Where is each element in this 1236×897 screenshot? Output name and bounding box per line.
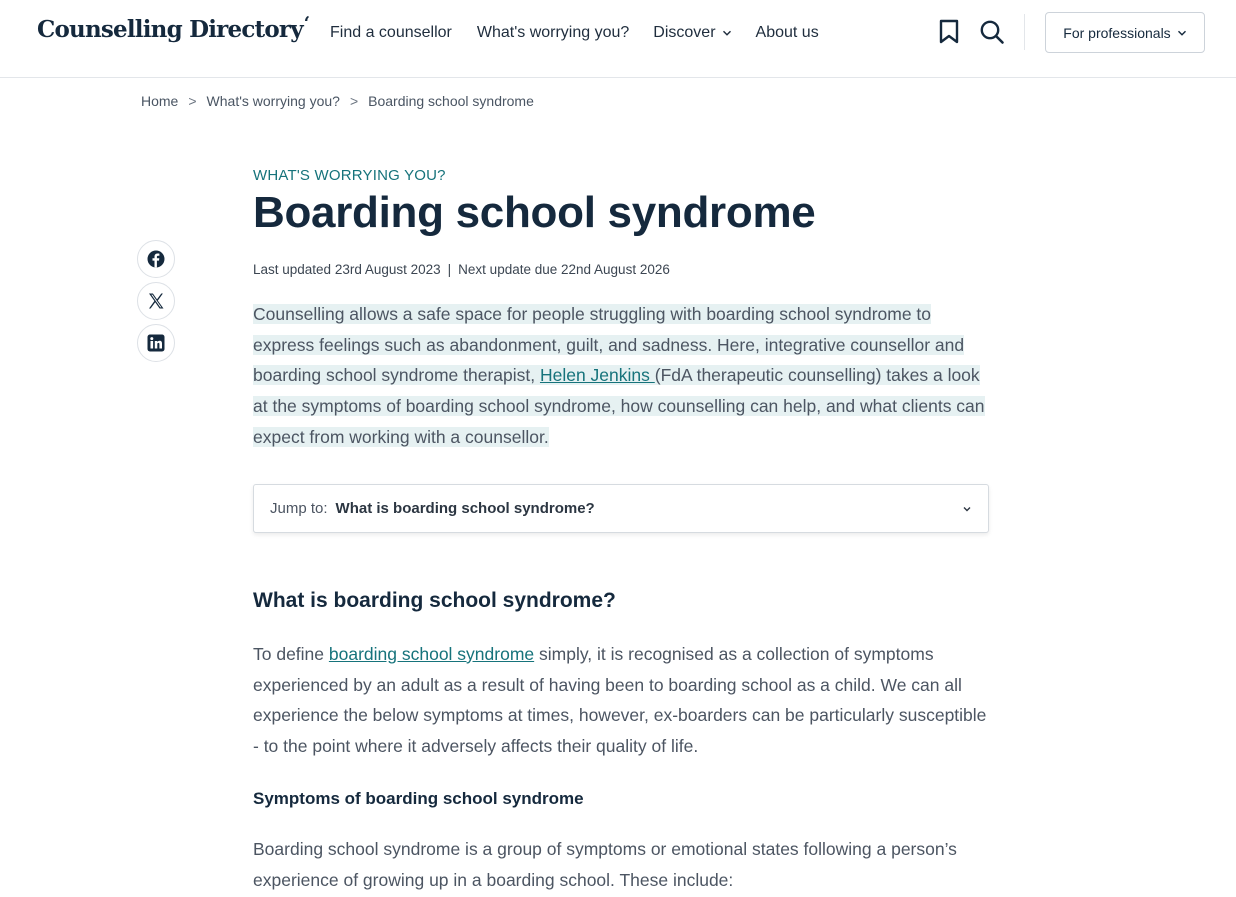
article-intro	[253, 299, 993, 453]
breadcrumb-separator: >	[188, 93, 197, 109]
intro-text-end: (FdA therapeutic counselling) takes a look at the symptoms of boarding school syndrome, how counselling can help, and what clients can expect from working with a counsellor.	[253, 365, 985, 447]
share-facebook-button[interactable]	[137, 240, 175, 278]
jump-to-label: Jump to:	[270, 500, 328, 517]
site-logo[interactable]: Counselling Directory$^ʻ$	[37, 13, 310, 43]
linkedin-icon	[147, 334, 165, 352]
jump-to-value: What is boarding school syndrome?	[335, 500, 595, 517]
breadcrumb-separator: >	[349, 93, 359, 109]
article-meta	[253, 262, 670, 277]
chevron-down-icon	[962, 504, 972, 514]
next-update: Next update due 22nd August 2026	[458, 262, 670, 277]
chevron-down-icon	[1177, 28, 1187, 38]
author-link[interactable]: Helen Jenkins	[539, 365, 655, 386]
breadcrumb-home[interactable]: Home	[141, 93, 179, 109]
nav-discover-label: Discover	[653, 24, 716, 41]
nav-discover[interactable]	[653, 24, 731, 42]
sub-heading: Symptoms of boarding school syndrome	[253, 789, 584, 808]
breadcrumb-whats-worrying-you[interactable]: What's worrying you?	[206, 93, 340, 109]
breadcrumb	[141, 93, 534, 109]
bookmark-icon	[938, 19, 960, 45]
for-professionals-label: For professionals	[1063, 24, 1171, 41]
intro-text-start: Counselling allows a safe space for people struggling with boarding school syndrome to express feelings such as abandonment, guilt, and sadness. Here, integrative counsellor and boarding school syndrome therapist,	[253, 304, 965, 386]
section-heading: What is boarding school syndrome?	[253, 589, 616, 612]
nav-about-us[interactable]: About us	[755, 24, 819, 41]
breadcrumb-current: Boarding school syndrome	[368, 93, 534, 109]
symptoms-paragraph: Boarding school syndrome is a group of symptoms or emotional states following a person’s experience of growing up in a boarding school. These include:	[253, 839, 957, 890]
x-icon	[147, 292, 165, 310]
facebook-icon	[147, 250, 165, 268]
chevron-down-icon	[722, 28, 732, 38]
jump-to-select[interactable]	[253, 484, 989, 533]
page-title: Boarding school syndrome	[253, 188, 816, 237]
paragraph-text-start: To define	[253, 644, 329, 664]
for-professionals-button[interactable]	[1045, 12, 1205, 53]
nav-find-a-counsellor[interactable]: Find a counsellor	[330, 24, 452, 41]
site-header	[0, 0, 1236, 78]
nav-whats-worrying-you[interactable]: What's worrying you?	[476, 24, 630, 41]
main-nav	[330, 24, 819, 42]
header-divider	[1024, 14, 1025, 50]
bookmark-button[interactable]	[935, 18, 963, 46]
syndrome-link[interactable]: boarding school syndrome	[328, 644, 535, 664]
share-linkedin-button[interactable]	[137, 324, 175, 362]
section-paragraph	[253, 639, 993, 761]
search-icon	[979, 19, 1005, 45]
search-button[interactable]	[978, 18, 1006, 46]
paragraph-text-end: simply, it is recognised as a collection of symptoms experienced by an adult as a result of having been to boarding school as a child. We can all experience the below symptoms at times, however, ex-boarders can be particularly susceptible - to the point where it adversely affects their quality of life.	[253, 644, 987, 756]
share-x-button[interactable]	[137, 282, 175, 320]
last-updated: Last updated 23rd August 2023	[253, 262, 441, 277]
article-category: WHAT'S WORRYING YOU?	[253, 167, 446, 184]
meta-separator: |	[447, 262, 452, 277]
